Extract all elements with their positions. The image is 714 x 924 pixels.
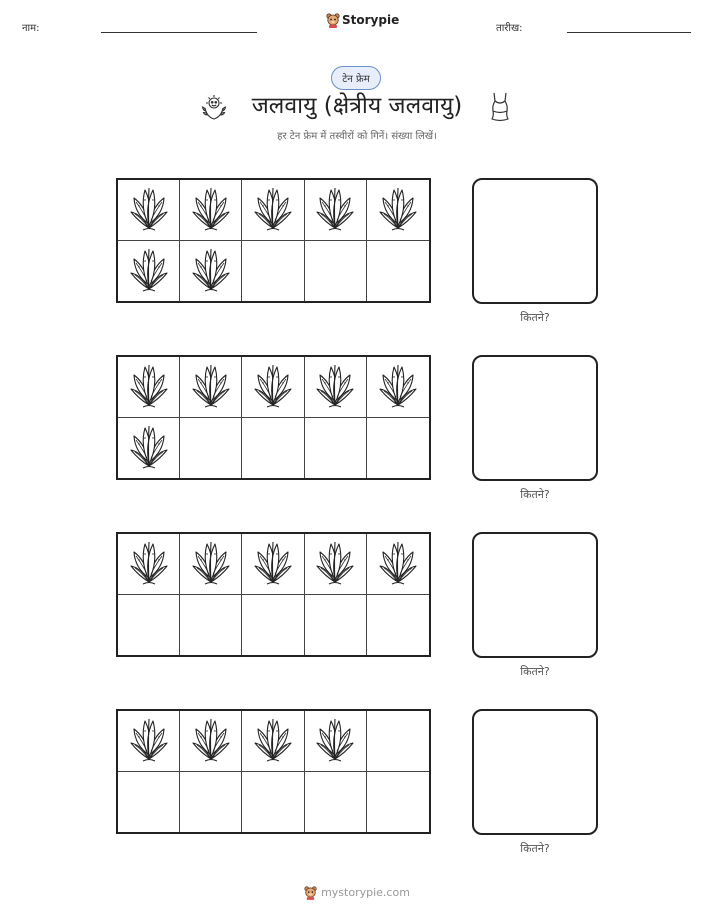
answer-prompt-2: कितने?	[520, 488, 550, 501]
frame-cell	[305, 772, 367, 833]
plant-icon	[127, 361, 171, 413]
ten-frame-badge: टेन फ्रेम	[331, 66, 381, 90]
frame-cell	[180, 180, 242, 241]
plant-icon	[127, 422, 171, 474]
plant-icon	[127, 538, 171, 590]
frame-cell	[305, 418, 367, 479]
frame-cell	[367, 534, 429, 595]
frame-cell	[118, 711, 180, 772]
frame-cell	[242, 595, 304, 656]
plant-icon	[251, 184, 295, 236]
frame-cell	[305, 357, 367, 418]
frame-cell	[180, 595, 242, 656]
plant-icon	[313, 538, 357, 590]
answer-box-3[interactable]	[472, 532, 598, 658]
frame-cell	[367, 241, 429, 302]
plant-icon	[127, 715, 171, 767]
storypie-bear-icon	[326, 12, 340, 28]
frame-cell	[305, 595, 367, 656]
frame-cell	[118, 534, 180, 595]
plant-icon	[313, 184, 357, 236]
answer-box-4[interactable]	[472, 709, 598, 835]
frame-cell	[367, 357, 429, 418]
brand-name: Storypie	[342, 13, 400, 27]
frame-cell	[367, 180, 429, 241]
frame-cell	[180, 772, 242, 833]
frame-cell	[180, 357, 242, 418]
frame-cell	[305, 241, 367, 302]
plant-icon	[376, 538, 420, 590]
answer-box-2[interactable]	[472, 355, 598, 481]
storypie-bear-icon	[304, 885, 317, 900]
plant-icon	[251, 361, 295, 413]
frame-cell	[118, 357, 180, 418]
answer-box-1[interactable]	[472, 178, 598, 304]
frame-cell	[242, 180, 304, 241]
plant-icon	[189, 245, 233, 297]
plant-icon	[189, 361, 233, 413]
frame-cell	[180, 241, 242, 302]
date-line[interactable]	[567, 32, 691, 33]
frame-cell	[118, 595, 180, 656]
ten-frame-4	[116, 709, 431, 834]
ten-frame-3	[116, 532, 431, 657]
instructions: हर टेन फ्रेम में तस्वीरों को गिनें। संख्या लिखें।	[277, 131, 437, 142]
name-label: नाम:	[22, 23, 40, 34]
frame-cell	[242, 711, 304, 772]
plant-icon	[189, 184, 233, 236]
answer-prompt-1: कितने?	[520, 311, 550, 324]
frame-cell	[367, 772, 429, 833]
frame-cell	[180, 418, 242, 479]
frame-cell	[367, 595, 429, 656]
footer-url: mystorypie.com	[321, 886, 410, 899]
frame-cell	[242, 534, 304, 595]
plant-icon	[313, 361, 357, 413]
plant-icon	[376, 184, 420, 236]
answer-prompt-4: कितने?	[520, 842, 550, 855]
frame-cell	[118, 241, 180, 302]
plant-icon	[189, 538, 233, 590]
frame-cell	[242, 772, 304, 833]
frame-cell	[118, 418, 180, 479]
plant-icon	[189, 715, 233, 767]
brand-logo	[326, 12, 399, 28]
frame-cell	[242, 357, 304, 418]
footer	[0, 885, 714, 900]
frame-cell	[305, 534, 367, 595]
frame-cell	[242, 241, 304, 302]
page-title: जलवायु (क्षेत्रीय जलवायु)	[251, 93, 463, 119]
plant-icon	[313, 715, 357, 767]
ten-frame-1	[116, 178, 431, 303]
name-line[interactable]	[101, 32, 257, 33]
date-label: तारीख:	[496, 23, 523, 34]
frame-cell	[242, 418, 304, 479]
plant-icon	[376, 361, 420, 413]
frame-cell	[305, 180, 367, 241]
answer-prompt-3: कितने?	[520, 665, 550, 678]
frame-cell	[180, 534, 242, 595]
frame-cell	[367, 711, 429, 772]
frame-cell	[180, 711, 242, 772]
plant-icon	[127, 245, 171, 297]
frame-cell	[118, 772, 180, 833]
plant-icon	[127, 184, 171, 236]
plant-icon	[251, 715, 295, 767]
plant-icon	[251, 538, 295, 590]
frame-cell	[305, 711, 367, 772]
ten-frame-2	[116, 355, 431, 480]
frame-cell	[118, 180, 180, 241]
swimsuit-icon	[489, 91, 511, 123]
frame-cell	[367, 418, 429, 479]
